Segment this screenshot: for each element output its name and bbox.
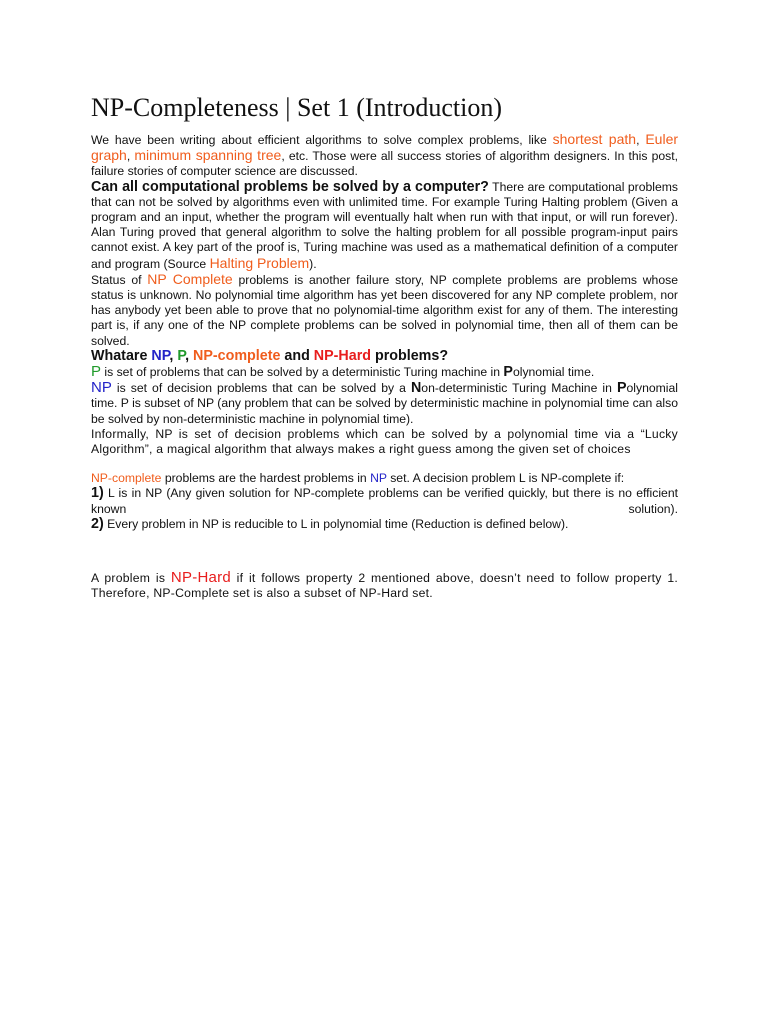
halting-text: There are computational problems that can not be solved by algorithms even with unlimited time. For example Turing Halting problem (Given a program and an input, whether the program will eventually halt when run with that input, or will run forever). Alan Turing proved that general algorithm to solve the halting problem for all possible program-input pairs cannot exist. A key part of the proof is, Turing machine was used as a mathematical definition of a computer and program (Source <box>91 179 679 271</box>
intro-sep-2: , <box>126 149 135 164</box>
halting-paragraph <box>91 180 678 272</box>
question-heading-computable: Can all computational problems be solved by a computer? <box>91 178 489 195</box>
intro-sep: , <box>636 133 646 147</box>
npc-def-text-end: set. A decision problem L is NP-complete if: <box>386 471 625 486</box>
status-paragraph <box>91 272 678 349</box>
intro-text: We have been writing about efficient algorithms to solve complex problems, like <box>91 133 553 147</box>
p-definition <box>91 364 678 380</box>
item-text: L is in NP (Any given solution for NP-complete problems can be verified quickly, but there is no efficient known solution). <box>91 486 678 516</box>
p-def-text-end: olynomial time. <box>512 365 595 380</box>
link-np-complete[interactable]: NP Complete <box>147 270 233 287</box>
np-complete-definition <box>91 471 678 486</box>
np-hard-definition <box>91 570 678 601</box>
lucky-algorithm-paragraph: Informally, NP is set of decision problems which can be solved by a polynomial time via a “Lucky Algorithm”, a magical algorithm that always makes a right guess among the given set of choices <box>91 426 678 457</box>
np-bold-n: N <box>410 380 422 397</box>
list-item-2 <box>91 517 678 532</box>
p-label: P <box>91 363 102 381</box>
np-bold-p: P <box>616 380 627 397</box>
heading-comma-2: , <box>185 347 194 364</box>
p-bold-letter: P <box>503 364 513 381</box>
np-label: NP <box>91 379 112 397</box>
list-item-1 <box>91 486 678 516</box>
intro-text-end: , etc. Those were all success stories of algorithm designers. In this post, failure stories of computer science are discussed. <box>91 149 679 179</box>
heading-np: NP <box>151 347 170 364</box>
nph-def-text: A problem is <box>91 571 171 586</box>
heading-and: and <box>280 347 314 364</box>
question-heading-classes <box>91 349 678 364</box>
spacer <box>91 532 678 570</box>
page-title: NP-Completeness | Set 1 (Introduction) <box>91 93 503 122</box>
link-euler-graph[interactable]: Euler graph <box>91 131 679 164</box>
spacer <box>91 457 678 471</box>
heading-comma: , <box>169 347 178 364</box>
status-text-end: problems is another failure story, NP complete problems are problems whose status is unknown. No polynomial time algorithm has yet been discovered for any NP complete problem, nor has anybody yet been able to prove that no polynomial-time algorithm exist for any of them. The interesting part is, if any one of the NP complete problems can be solved in polynomial time, then all of them can be solved. <box>91 272 678 348</box>
intro-paragraph <box>91 132 678 180</box>
heading-end: problems? <box>371 347 449 364</box>
npc-np-label: NP <box>370 471 387 486</box>
item-number: 2) <box>91 515 104 532</box>
p-def-text: is set of problems that can be solved by a deterministic Turing machine in <box>101 365 504 380</box>
item-number: 1) <box>91 485 104 502</box>
link-minimum-spanning-tree[interactable]: minimum spanning tree <box>134 147 282 164</box>
link-shortest-path[interactable]: shortest path <box>552 131 637 147</box>
link-halting-problem[interactable]: Halting Problem <box>209 254 310 271</box>
np-def-text-2: on-deterministic Turing Machine in <box>421 381 617 396</box>
article-body <box>91 92 678 601</box>
np-complete-label: NP-complete <box>91 471 162 486</box>
heading-np-complete: NP-complete <box>193 347 281 364</box>
nph-def-text-end: if it follows property 2 mentioned above, doesn’t need to follow property 1. Therefore, NP-Complete set is also a subset of NP-Hard set. <box>91 571 678 601</box>
item-text: Every problem in NP is reducible to L in polynomial time (Reduction is defined below). <box>103 516 569 531</box>
heading-word: Whatare <box>91 347 152 364</box>
status-text: Status of <box>91 272 148 287</box>
heading-np-hard: NP-Hard <box>313 347 371 364</box>
np-def-text-3: olynomial time. P is subset of NP (any problem that can be solved by deterministic machine in polynomial time can also be solved by non-deterministic machine in polynomial time). <box>91 381 678 426</box>
npc-def-text: problems are the hardest problems in <box>161 471 371 486</box>
np-def-text: is set of decision problems that can be solved by a <box>111 381 411 396</box>
np-hard-label: NP-Hard <box>170 569 231 587</box>
halting-text-end: ). <box>309 256 317 271</box>
np-definition <box>91 380 678 427</box>
heading-p: P <box>177 347 186 364</box>
